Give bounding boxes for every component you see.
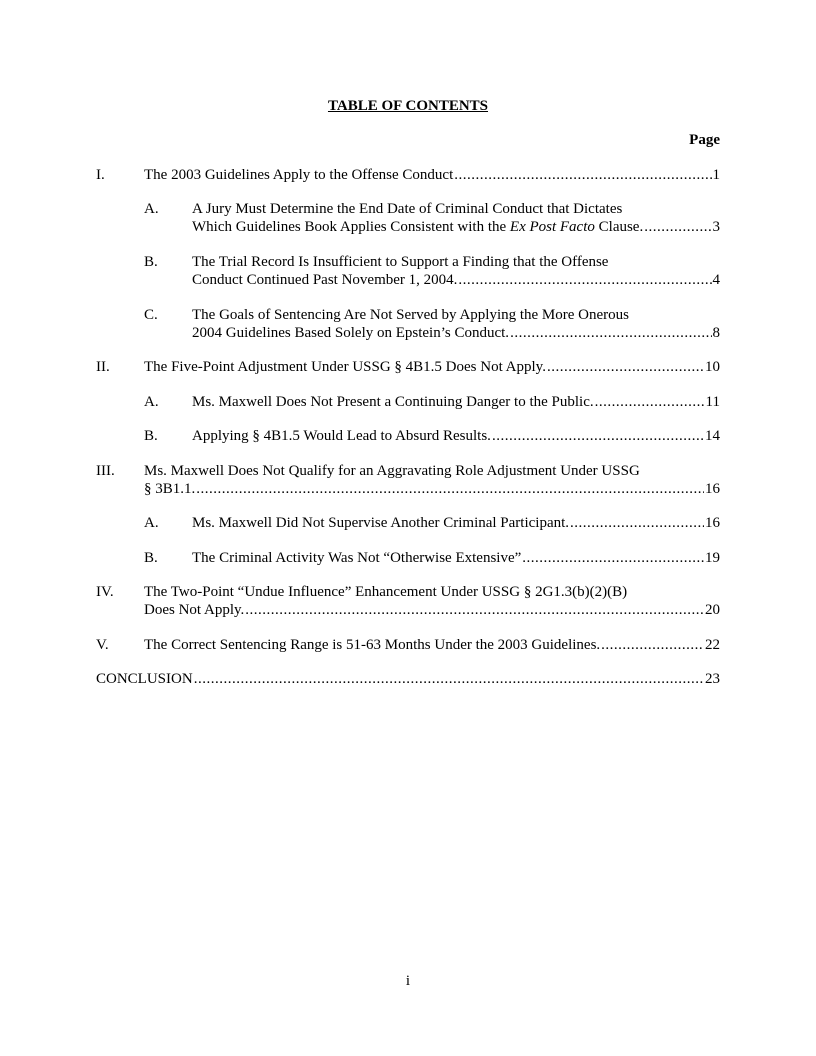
dot-leader (454, 166, 711, 184)
entry-title-line-2: Conduct Continued Past November 1, 2004. (192, 272, 458, 288)
entry-title-line-2: § 3B1.1. (144, 481, 196, 497)
entry-title-line-2-end: Clause. (594, 219, 644, 235)
entry-title-line-2: Does Not Apply. (144, 602, 245, 618)
entry-title: Ms. Maxwell Did Not Supervise Another Criminal Participant. (192, 515, 570, 531)
entry-page: 10 (705, 359, 720, 375)
entry-page: 16 (705, 481, 720, 497)
dot-leader (458, 271, 711, 289)
page-column-label: Page (689, 132, 720, 148)
entry-title: The Criminal Activity Was Not “Otherwise Extensive” (192, 550, 522, 566)
footer-page-number: i (405, 973, 411, 989)
entry-title-line-1: The Two-Point “Undue Influence” Enhancement Under USSG § 2G1.3(b)(2)(B) (144, 584, 628, 600)
dot-leader (492, 427, 704, 445)
entry-number: I. (96, 167, 105, 183)
entry-number: A. (144, 201, 159, 217)
dot-leader (601, 636, 704, 654)
entry-title: CONCLUSION (96, 671, 193, 687)
entry-title: The 2003 Guidelines Apply to the Offense Conduct (144, 167, 454, 183)
entry-number: IV. (96, 584, 114, 600)
entry-page: 1 (712, 167, 720, 183)
entry-number: B. (144, 428, 158, 444)
entry-number: V. (96, 637, 109, 653)
dot-leader (194, 670, 704, 688)
dot-leader (522, 549, 704, 567)
entry-page: 23 (705, 671, 720, 687)
entry-title-line-1: A Jury Must Determine the End Date of Criminal Conduct that Dictates (192, 201, 623, 217)
dot-leader (245, 601, 704, 619)
page-title: TABLE OF CONTENTS (327, 98, 489, 114)
entry-page: 14 (705, 428, 720, 444)
entry-title-italic: Ex Post Facto (509, 219, 595, 235)
entry-title-line-2: 2004 Guidelines Based Solely on Epstein’s Conduct. (192, 325, 510, 341)
dot-leader (595, 393, 705, 411)
dot-leader (196, 480, 704, 498)
entry-page: 19 (705, 550, 720, 566)
entry-title-line-1: Ms. Maxwell Does Not Qualify for an Aggravating Role Adjustment Under USSG (144, 463, 640, 479)
entry-page: 20 (705, 602, 720, 618)
dot-leader (510, 324, 711, 342)
entry-page: 22 (705, 637, 720, 653)
entry-page: 16 (705, 515, 720, 531)
entry-page: 11 (705, 394, 720, 410)
entry-title-line-1: The Goals of Sentencing Are Not Served by Applying the More Onerous (192, 307, 629, 323)
entry-title-line-2: Which Guidelines Book Applies Consistent with the (192, 219, 510, 235)
entry-title: The Correct Sentencing Range is 51-63 Months Under the 2003 Guidelines. (144, 637, 601, 653)
entry-number: B. (144, 254, 158, 270)
entry-number: III. (96, 463, 115, 479)
entry-title: The Five-Point Adjustment Under USSG § 4B1.5 Does Not Apply. (144, 359, 546, 375)
entry-number: II. (96, 359, 110, 375)
entry-number: A. (144, 394, 159, 410)
dot-leader (570, 514, 704, 532)
entry-number: A. (144, 515, 159, 531)
entry-number: C. (144, 307, 158, 323)
entry-number: B. (144, 550, 158, 566)
entry-title: Ms. Maxwell Does Not Present a Continuing Danger to the Public. (192, 394, 594, 410)
entry-page: 8 (712, 325, 720, 341)
dot-leader (547, 358, 704, 376)
entry-page: 4 (712, 272, 720, 288)
entry-title-line-1: The Trial Record Is Insufficient to Support a Finding that the Offense (192, 254, 609, 270)
dot-leader (644, 218, 711, 236)
entry-page: 3 (712, 219, 720, 235)
entry-title: Applying § 4B1.5 Would Lead to Absurd Results. (192, 428, 491, 444)
